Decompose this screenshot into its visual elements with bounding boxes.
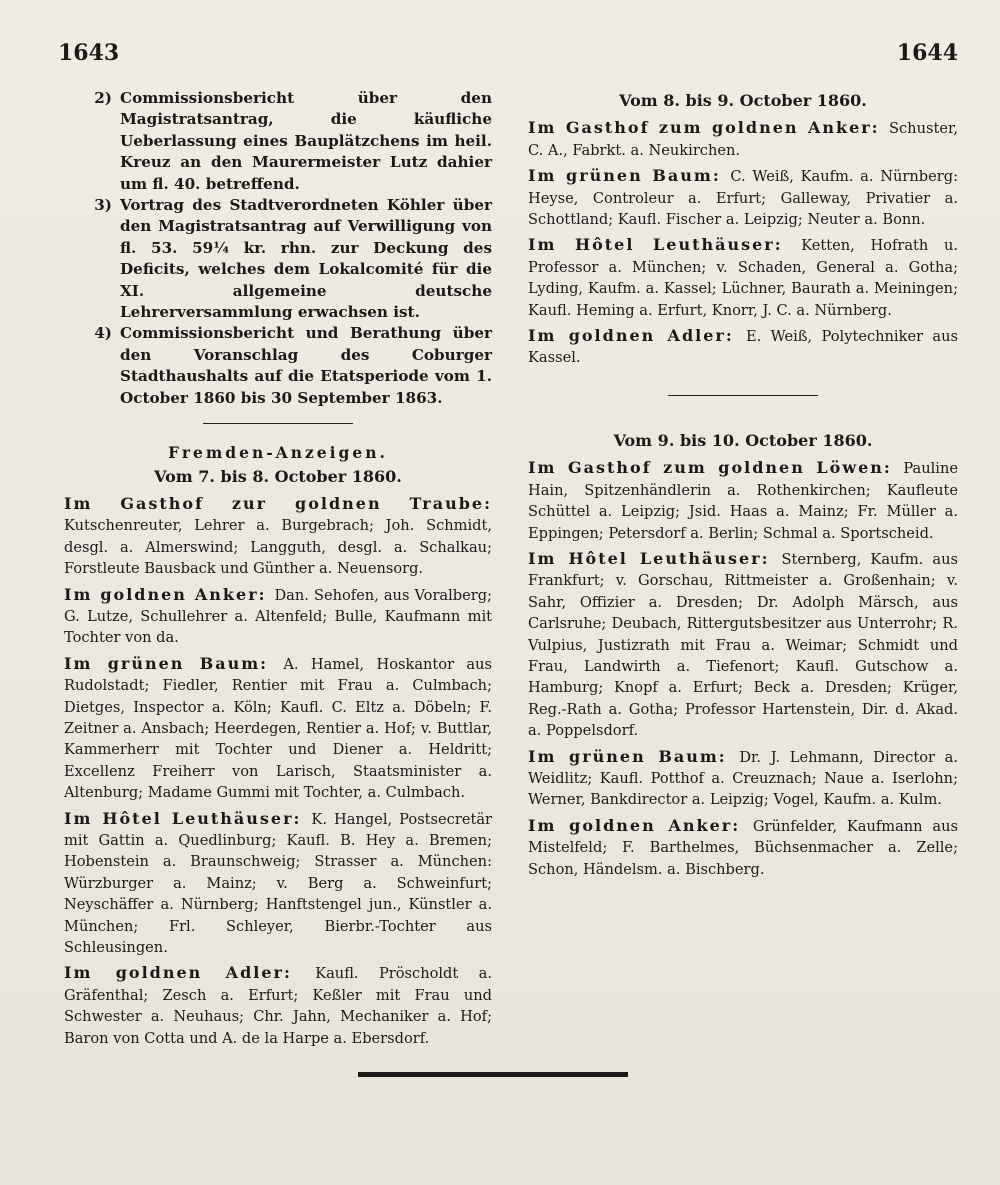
guest-entry bbox=[528, 234, 958, 321]
guest-entry bbox=[528, 548, 958, 742]
hotel-label: Im Gasthof zur goldnen Traube: bbox=[64, 493, 492, 513]
agenda-number: 3) bbox=[94, 196, 112, 215]
page-number-right: 1644 bbox=[896, 40, 958, 66]
hotel-label: Im grünen Baum: bbox=[528, 166, 731, 186]
guest-entry bbox=[528, 117, 958, 161]
hotel-label: Im Hôtel Leuthäuser: bbox=[528, 235, 802, 255]
page-number-left: 1643 bbox=[58, 40, 120, 66]
hotel-label: Im Gasthof zum goldnen Löwen: bbox=[528, 458, 904, 478]
hotel-label: Im goldnen Anker: bbox=[528, 815, 753, 835]
hotel-label: Im goldnen Adler: bbox=[64, 963, 316, 983]
guest-entry bbox=[528, 165, 958, 230]
guest-list: Dan. Sehofen, aus Voralberg; G. Lutze, Schullehrer a. Altenfeld; Bulle, Kaufmann mit Tochter von da. bbox=[64, 586, 493, 647]
agenda-item bbox=[64, 88, 492, 195]
guest-entry bbox=[528, 746, 958, 811]
guest-list: Sternberg, Kaufm. aus Frankfurt; v. Gorschau, Rittmeister a. Großenhain; v. Sahr, Offizier a. Dresden; Dr. Adolph Märsch, aus Carlsruhe; Deubach, Rittergutsbesitzer aus Unterrohr; R. Vulpius, Justizrath mit Frau a. Weimar; Schmidt und Frau, Landwirth a. Tiefenort; Kaufl. Gutschow a. Hamburg; Knopf a. Erfurt; Beck a. Dresden; Krüger, Reg.-Rath a. Gotha; Professor Hartenstein, Dir. d. Akad. a. Poppelsdorf. bbox=[528, 550, 958, 740]
hotel-label: Im Hôtel Leuthäuser: bbox=[64, 808, 312, 828]
right-column bbox=[528, 88, 958, 884]
agenda-item bbox=[64, 323, 492, 409]
hotel-label: Im Hôtel Leuthäuser: bbox=[528, 548, 782, 568]
guest-list: Schuster, C. A., Fabrkt. a. Neukirchen. bbox=[528, 120, 958, 159]
guest-list: K. Hangel, Postsecretär mit Gattin a. Quedlinburg; Kaufl. B. Hey a. Bremen; Hobenstein a. Braunschweig; Strasser a. München: Würzburger a. Mainz; v. Berg a. Schweinfurt; Neyschäffer a. Nürnberg; Hanftstengel jun., Künstler a. München; Frl. Schleyer, Bierbr.-Tochter aus Schleusingen. bbox=[64, 810, 492, 957]
agenda-text: Commissionsbericht und Berathung über den Voranschlag des Coburger Stadthaushalts auf die Etatsperiode vom 1. October 1860 bis 30 September 1863. bbox=[120, 324, 492, 407]
hotel-label: Im grünen Baum: bbox=[528, 746, 740, 766]
section-divider bbox=[668, 395, 818, 396]
section-date: Vom 8. bis 9. October 1860. bbox=[619, 91, 867, 110]
guest-list: Kutschenreuter, Lehrer a. Burgebrach; Joh. Schmidt, desgl. a. Almerswind; Langguth, desgl. a. Schalkau; Forstleute Bausback und Günther a. Neuensorg. bbox=[64, 517, 492, 578]
guest-list: Grünfelder, Kaufmann aus Mistelfeld; F. Barthelmes, Büchsenmacher a. Zelle; Schon, Händelsm. a. Bischberg. bbox=[528, 817, 958, 878]
agenda-number: 2) bbox=[94, 89, 112, 107]
guest-list: Ketten, Hofrath u. Professor a. München; v. Schaden, General a. Gotha; Lyding, Kaufm. a. Kassel; Lüchner, Baurath a. Meiningen; Kaufl. Heming a. Erfurt, Knorr, J. C. a. Nürnberg. bbox=[528, 237, 958, 319]
guest-entry bbox=[528, 325, 958, 369]
agenda-text: Vortrag des Stadtverordneten Köhler über den Magistratsantrag auf Verwilligung von fl. 53. 59¼ kr. rhn. zur Deckung des Deficits, welches dem Lokalcomité für die XI. allgemeine deutsche Lehrerversammlung erwachsen ist. bbox=[120, 196, 492, 322]
section-divider bbox=[203, 423, 353, 424]
guest-list: C. Weiß, Kaufm. a. Nürnberg: Heyse, Controleur a. Erfurt; Galleway, Privatier a. Schottland; Kaufl. Fischer a. Leipzig; Neuter a. Bonn. bbox=[528, 168, 958, 229]
guest-list: Kaufl. Pröscholdt a. Gräfenthal; Zesch a. Erfurt; Keßler mit Frau und Schwester a. Neuhaus; Chr. Jahn, Mechaniker a. Hof; Baron von Cotta und A. de la Harpe a. Ebersdorf. bbox=[64, 965, 493, 1047]
section-date: Vom 7. bis 8. October 1860. bbox=[154, 466, 402, 486]
section-date: Vom 9. bis 10. October 1860. bbox=[613, 430, 873, 450]
guest-entry bbox=[64, 962, 492, 1049]
guest-list: E. Weiß, Polytechniker aus Kassel. bbox=[528, 328, 958, 367]
hotel-label: Im grünen Baum: bbox=[64, 653, 284, 673]
hotel-label: Im Gasthof zum goldnen Anker: bbox=[528, 118, 890, 138]
guest-entry bbox=[64, 493, 492, 580]
closing-rule bbox=[358, 1072, 628, 1077]
agenda-text: Commissionsbericht über den Magistratsantrag, die käufliche Ueberlassung eines Bauplätzchens im heil. Kreuz an den Maurermeister Lutz dahier um fl. 40. betreffend. bbox=[120, 89, 492, 193]
agenda-number: 4) bbox=[94, 324, 112, 343]
guest-list: Dr. J. Lehmann, Director a. Weidlitz; Kaufl. Potthof a. Creuznach; Naue a. Iserlohn; Werner, Bankdirector a. Leipzig; Vogel, Kaufm. a. Kulm. bbox=[528, 748, 958, 809]
guest-entry bbox=[528, 815, 958, 880]
guest-entry bbox=[64, 653, 492, 804]
left-column bbox=[64, 88, 492, 1053]
agenda-item bbox=[64, 195, 492, 323]
guest-entry bbox=[64, 808, 492, 959]
guest-entry bbox=[528, 457, 958, 544]
hotel-label: Im goldnen Anker: bbox=[64, 584, 275, 604]
fremden-heading: Fremden-Anzeigen. bbox=[168, 443, 388, 463]
guest-entry bbox=[64, 584, 492, 649]
guest-list: Pauline Hain, Spitzenhändlerin a. Rothenkirchen; Kaufleute Schüttel a. Leipzig; Jsid. Haas a. Mainz; Fr. Müller a. Eppingen; Petersdorf a. Berlin; Schmal a. Sportscheid. bbox=[528, 460, 958, 542]
guest-list: A. Hamel, Hoskantor aus Rudolstadt; Fiedler, Rentier mit Frau a. Culmbach; Dietges, Inspector a. Köln; Kaufl. C. Eltz a. Döbeln; F. Zeitner a. Ansbach; Heerdegen, Rentier a. Hof; v. Buttlar, Kammerherr mit Tochter und Diener a. Heldritt; Excellenz Freiherr von Larisch, Staatsminister a. Altenburg; Madame Gummi mit Tochter, a. Culmbach. bbox=[64, 655, 492, 802]
hotel-label: Im goldnen Adler: bbox=[528, 326, 747, 346]
